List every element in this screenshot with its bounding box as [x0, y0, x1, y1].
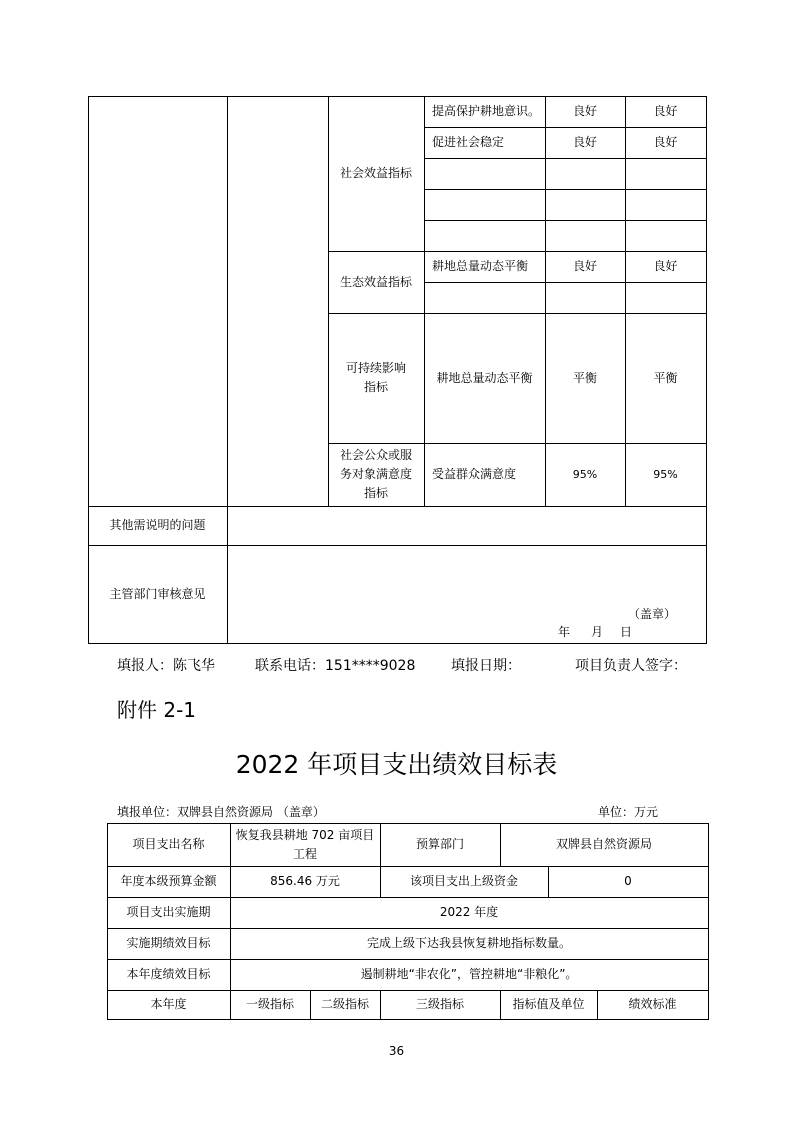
contact-phone: 联系电话：151****9028: [255, 658, 416, 674]
category-line: 务对象满意度: [339, 467, 412, 481]
period-label: 项目支出实施期: [126, 905, 211, 919]
header-value-unit: 指标值及单位: [512, 997, 585, 1011]
indicator-cell: 提高保护耕地意识。: [432, 104, 541, 118]
filling-unit: 填报单位：双牌县自然资源局 （盖章）: [117, 805, 325, 819]
category-ecological-benefit: 生态效益指标: [339, 274, 412, 289]
leader-signature: 项目负责人签字：: [575, 658, 687, 674]
other-issues-label: 其他需说明的问题: [109, 518, 206, 532]
review-label: 主管部门审核意见: [109, 586, 206, 601]
category-line: 指标: [363, 486, 388, 500]
seal-mark: （盖章）: [628, 607, 677, 621]
category-line: 社会公众或服: [339, 448, 412, 462]
project-name-line: 工程: [292, 846, 317, 861]
attachment-label: 附件 2-1: [117, 698, 197, 722]
actual-cell: 良好: [653, 135, 678, 149]
page-title: 2022 年项目支出绩效目标表: [235, 750, 558, 779]
amount-unit: 单位：万元: [598, 805, 659, 819]
budget-dept-label: 预算部门: [415, 837, 464, 851]
category-line: 指标: [363, 380, 388, 394]
target-cell: 良好: [572, 135, 597, 149]
project-name-line: 恢复我县耕地 702 亩项目: [235, 827, 375, 842]
header-level2: 二级指标: [320, 997, 369, 1011]
upper-funds-label: 该项目支出上级资金: [409, 874, 518, 888]
filler-name: 填报人：陈飞华: [117, 658, 215, 674]
page-number: 36: [388, 1044, 405, 1058]
category-social-benefit: 社会效益指标: [339, 166, 412, 180]
header-level1: 一级指标: [245, 997, 294, 1011]
header-standard: 绩效标准: [628, 997, 677, 1011]
header-level3: 三级指标: [415, 997, 464, 1011]
date-year: 年: [558, 625, 571, 639]
actual-cell: 良好: [653, 104, 678, 118]
target-cell: 良好: [572, 259, 597, 273]
target-cell: 良好: [572, 104, 597, 118]
header-year: 本年度: [150, 997, 187, 1011]
target-cell: 平衡: [572, 370, 597, 385]
annual-goal-label: 本年度绩效目标: [126, 967, 211, 981]
other-issues-value: [227, 506, 706, 545]
actual-cell: 95%: [653, 468, 678, 481]
fill-date: 填报日期：: [451, 658, 521, 674]
actual-cell: 平衡: [653, 370, 678, 385]
annual-budget-value: 856.46 万元: [270, 874, 340, 888]
date-day: 日: [620, 625, 633, 639]
target-cell: 95%: [572, 468, 598, 481]
upper-funds-value: 0: [624, 874, 632, 888]
annual-goal-value: 遏制耕地“非农化”，管控耕地“非粮化”。: [360, 967, 578, 981]
period-goal-label: 实施期绩效目标: [126, 936, 211, 950]
period-goal-value: 完成上级下达我县恢复耕地指标数量。: [366, 936, 571, 950]
project-name-value: [230, 823, 380, 866]
indicator-cell: 耕地总量动态平衡: [436, 370, 533, 385]
category-line: 可持续影响: [345, 361, 406, 375]
indicator-cell: 促进社会稳定: [432, 135, 505, 149]
period-value: 2022 年度: [439, 905, 499, 919]
budget-dept-value: 双牌县自然资源局: [555, 837, 652, 851]
project-name-label: 项目支出名称: [132, 837, 205, 851]
date-month: 月: [591, 625, 604, 639]
indicator-cell: 耕地总量动态平衡: [432, 259, 529, 273]
actual-cell: 良好: [653, 259, 678, 273]
annual-budget-label: 年度本级预算金额: [120, 874, 217, 888]
category-sustainable-impact: [328, 313, 424, 443]
indicator-cell: 受益群众满意度: [432, 467, 517, 481]
category-satisfaction: [328, 443, 424, 506]
